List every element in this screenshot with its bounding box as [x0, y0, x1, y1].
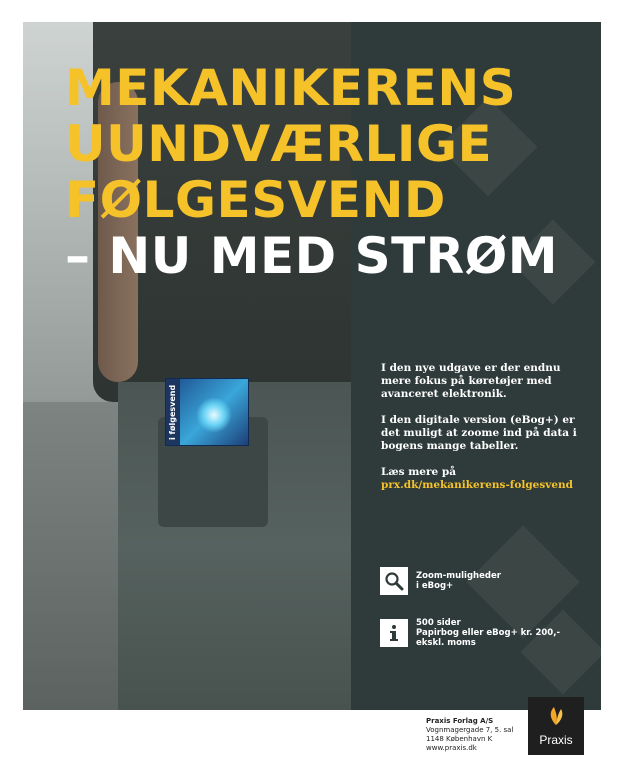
- feature-zoom-line-2: i eBog+: [416, 581, 454, 591]
- headline-line-3: FØLGESVEND: [65, 171, 446, 229]
- body-paragraph-2: I den digitale version (eBog+) er det muligt at zoome ind på data i bogens mange tabeller.: [381, 414, 577, 452]
- magnifier-icon: [380, 567, 408, 595]
- feature-zoom-line-1: Zoom-muligheder: [416, 571, 501, 581]
- publisher-city: 1148 København K: [426, 735, 493, 743]
- leaf-icon: [546, 705, 566, 727]
- body-paragraph-1: I den nye udgave er der endnu mere fokus på køretøjer med avanceret elektronik.: [381, 362, 561, 400]
- read-more-label: Læs mere på: [381, 466, 456, 478]
- headline: [65, 60, 558, 284]
- publisher-website[interactable]: www.praxis.dk: [426, 744, 477, 752]
- advertisement: [23, 22, 601, 710]
- body-paragraph-3: [381, 466, 581, 492]
- book-spine-title: i følgesvend: [166, 379, 180, 445]
- book-cover-graphic: [196, 397, 232, 433]
- feature-info-line-1: 500 sider: [416, 618, 461, 628]
- info-icon: [380, 619, 408, 647]
- street-ground: [23, 402, 123, 710]
- feature-info-line-2: Papirbog eller eBog+ kr. 200,-: [416, 628, 560, 638]
- feature-zoom-text: [416, 571, 501, 591]
- body-copy: [381, 362, 581, 505]
- publisher-name: Praxis Forlag A/S: [426, 717, 494, 725]
- feature-info-line-3: ekskl. moms: [416, 638, 476, 648]
- feature-zoom: [380, 567, 580, 595]
- feature-info: [380, 618, 580, 648]
- headline-line-4: – NU MED STRØM: [65, 227, 558, 285]
- headline-line-2: UUNDVÆRLIGE: [65, 115, 493, 173]
- publisher-address: [426, 717, 513, 753]
- website-link[interactable]: prx.dk/mekanikerens-folgesvend: [381, 479, 574, 491]
- publisher-street: Vognmagergade 7, 5. sal: [426, 726, 514, 734]
- feature-info-text: [416, 618, 560, 648]
- headline-line-1: MEKANIKERENS: [65, 59, 517, 117]
- book-cover: [165, 378, 249, 446]
- praxis-logo: [528, 697, 584, 755]
- logo-wordmark: Praxis: [539, 733, 573, 747]
